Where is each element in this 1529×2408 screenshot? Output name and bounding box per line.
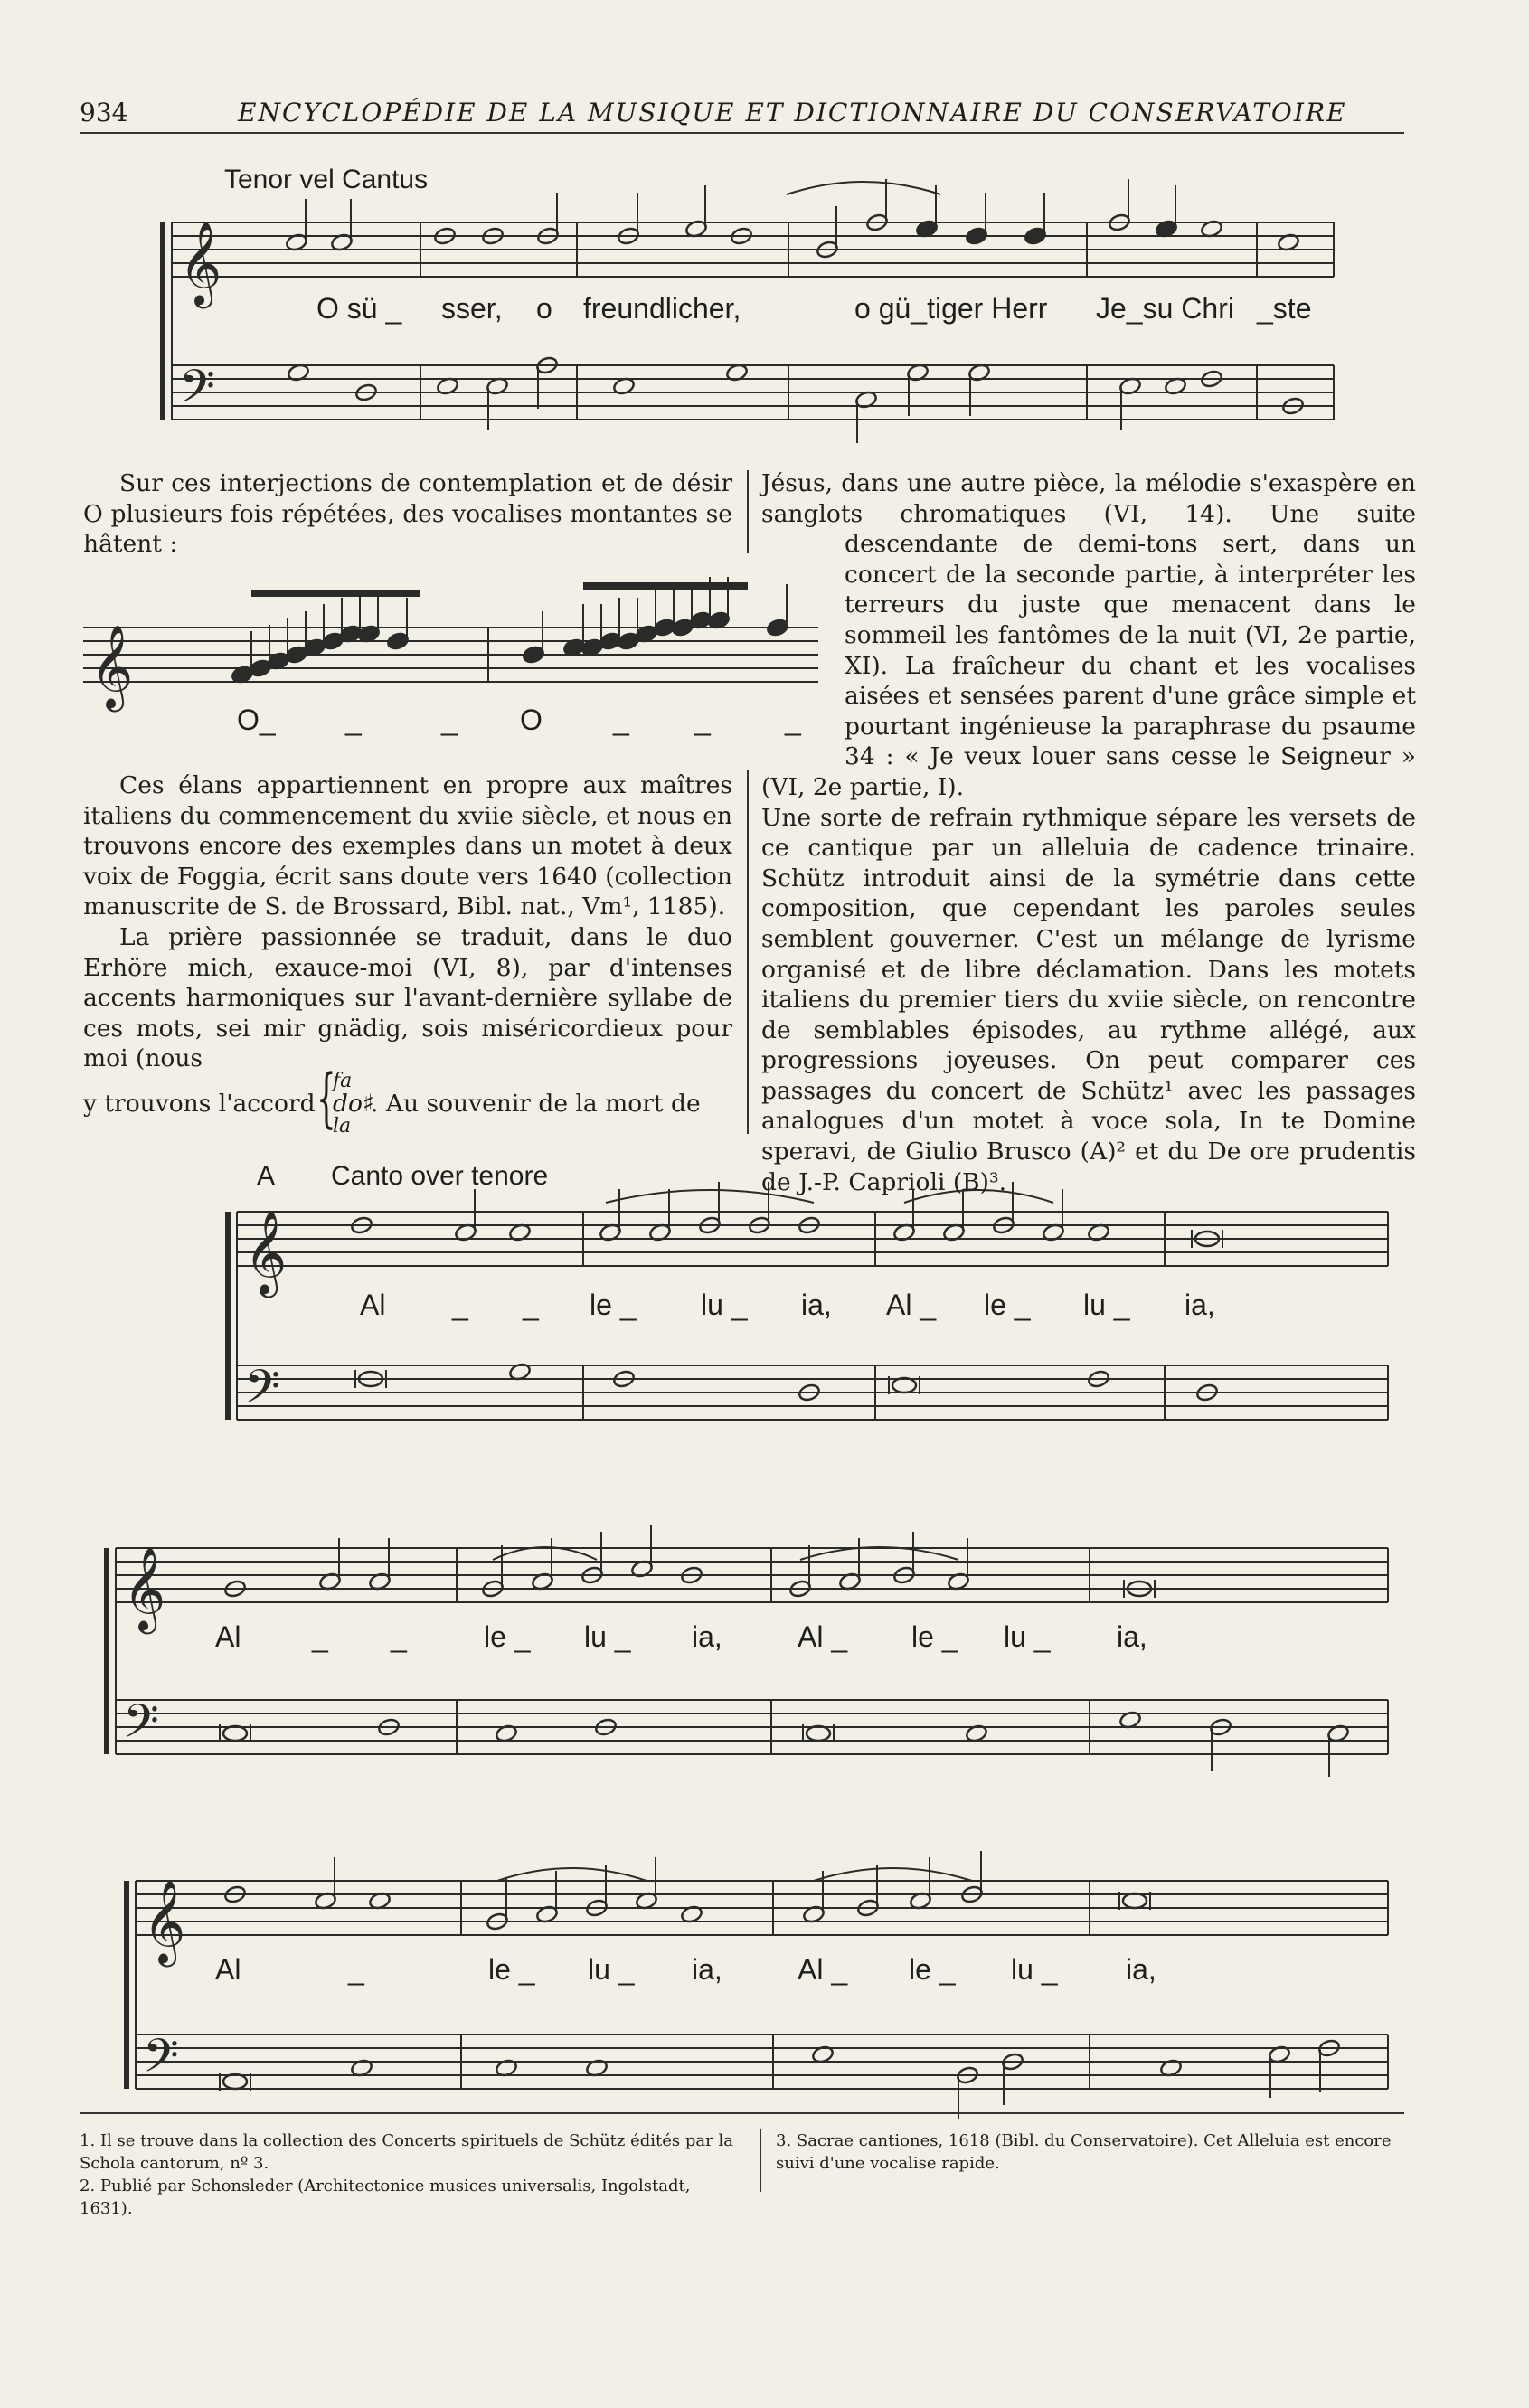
lyric: ia, bbox=[692, 1953, 722, 1986]
lyric: _ bbox=[312, 1620, 328, 1653]
lyric: lu _ bbox=[588, 1953, 635, 1986]
lyric: O bbox=[520, 704, 543, 736]
accord-tail: . Au souvenir de la mort de bbox=[371, 1089, 701, 1118]
bass-clef: 𝄢 bbox=[179, 359, 215, 425]
paragraph: Une sorte de refrain rythmique sépare les versets de ce cantique par un alleluia de cadence trinaire. Schütz introduit ainsi de la symétrie dans cette composition, que cependant les paroles seules semblent gouverner. C'est un mélange de lyrisme organisé et de libre déclamation. Dans les motets italiens du premier tiers du xviie siècle, on rencontre de semblables épisodes, au rythme allégé, aux progressions joyeuses. On peut comparer ces passages du concert de Schütz¹ avec les passages analogues d'un motet à voce sola, In te Domine speravi, de Giulio Brusco (A)² et du De ore prudentis de J.-P. Caprioli (B)³. bbox=[761, 803, 1416, 1196]
lyric: _ste bbox=[1257, 292, 1312, 325]
lyric: _ bbox=[348, 1953, 364, 1986]
column-divider bbox=[747, 770, 749, 1134]
lyric: le _ bbox=[488, 1953, 535, 1986]
lyric: _ bbox=[345, 704, 362, 736]
lyric: Al _ bbox=[886, 1289, 937, 1321]
accord-bottom: la bbox=[333, 1114, 352, 1138]
breve-note bbox=[223, 2074, 247, 2089]
lyric: lu _ bbox=[584, 1620, 631, 1653]
accord-mid: do♯ bbox=[333, 1089, 374, 1118]
beam bbox=[251, 590, 420, 597]
example3-title: Canto over tenore bbox=[331, 1161, 549, 1191]
lyric: ia, bbox=[801, 1289, 832, 1321]
example1-title: Tenor vel Cantus bbox=[224, 165, 429, 194]
lyric: freundlicher, bbox=[583, 292, 741, 325]
lyric: ia, bbox=[1117, 1620, 1147, 1653]
lyric: _ bbox=[452, 1289, 468, 1321]
lyric: _ bbox=[613, 704, 629, 736]
footnote-2: 2. Publié par Schonsleder (Architectonice musices universalis, Ingolstadt, 1631). bbox=[80, 2177, 691, 2218]
example3-letter: A bbox=[257, 1161, 276, 1191]
lyric: le _ bbox=[484, 1620, 531, 1653]
running-title: ENCYCLOPÉDIE DE LA MUSIQUE ET DICTIONNAIRE DU CONSERVATOIRE bbox=[238, 98, 1347, 127]
lyric: le _ bbox=[590, 1289, 637, 1321]
footnote-divider bbox=[760, 2129, 761, 2192]
lyric: ia, bbox=[1185, 1289, 1215, 1321]
lyric: _ bbox=[694, 704, 711, 736]
breve-note bbox=[223, 1726, 247, 1741]
slur bbox=[493, 1547, 597, 1560]
lyric: ia, bbox=[692, 1620, 722, 1653]
lyric: Je_su Chri bbox=[1096, 292, 1234, 325]
footnote-3: 3. Sacrae cantiones, 1618 (Bibl. du Conservatoire). Cet Alleluia est encore suivi d'une vocalise rapide. bbox=[776, 2131, 1392, 2173]
breve-note bbox=[807, 1726, 830, 1741]
lyric: Al bbox=[360, 1289, 386, 1321]
left-column-top bbox=[83, 468, 732, 560]
accord-lead: y trouvons l'accord bbox=[83, 1089, 316, 1118]
treble-clef: 𝄞 bbox=[179, 221, 222, 305]
lyric: Al _ bbox=[798, 1953, 848, 1986]
lyric: lu _ bbox=[1004, 1620, 1051, 1653]
lyric: Al bbox=[215, 1620, 241, 1653]
accord-line bbox=[83, 1061, 732, 1138]
lyric: le _ bbox=[911, 1620, 958, 1653]
lyric: lu _ bbox=[1011, 1953, 1058, 1986]
slur bbox=[497, 1868, 647, 1881]
paragraph: Jésus, dans une autre pièce, la mélodie s'exaspère en sanglots chromatiques (VI, 14). Une suite descendante de demi-tons sert, dans un concert de la seconde partie, à interpréter les terreurs du juste que menacent dans le sommeil les fantômes de la nuit (VI, 2e partie, XI). La fraîcheur du chant et les vocalises aisées et sensées parent d'une grâce simple et pourtant ingénieuse la paraphrase du psaume 34 : « Je veux louer sans cesse le Seigneur » (VI, 2e partie, I). bbox=[761, 469, 1416, 801]
accord-top: fa bbox=[333, 1069, 353, 1092]
slur bbox=[787, 182, 940, 194]
paragraph: La prière passionnée se traduit, dans le duo Erhöre mich, exauce-moi (VI, 8), par d'intenses accents harmoniques sur l'avant-dernière syllabe de ces mots, sei mir gnädig, sois miséricordieux pour moi (nous bbox=[83, 922, 732, 1073]
column-divider bbox=[747, 470, 749, 553]
lyric: le _ bbox=[984, 1289, 1031, 1321]
lyric: Al _ bbox=[798, 1620, 848, 1653]
breve-note bbox=[1123, 1893, 1147, 1908]
lyric: _ bbox=[391, 1620, 407, 1653]
lyric: O sü _ bbox=[316, 292, 402, 325]
paragraph: Sur ces interjections de contemplation et de désir O plusieurs fois répétées, des vocalises montantes se hâtent : bbox=[83, 469, 732, 559]
accord-brace: { bbox=[316, 1061, 336, 1138]
lyric: Al bbox=[215, 1953, 241, 1986]
lyric: _ bbox=[785, 704, 801, 736]
left-column-bottom bbox=[83, 770, 732, 1138]
treble-clef: 𝄞 bbox=[123, 1546, 166, 1630]
beam bbox=[583, 582, 748, 590]
bass-clef: 𝄢 bbox=[123, 1694, 159, 1760]
lyric: sser, bbox=[441, 292, 503, 325]
lyric: le _ bbox=[909, 1953, 956, 1986]
paragraph: Ces élans appartiennent en propre aux maîtres italiens du commencement du xviie siècle, et nous en trouvons encore des exemples dans un motet à deux voix de Foggia, écrit sans doute vers 1640 (collection manuscrite de S. de Brossard, Bibl. nat., Vm¹, 1185). bbox=[83, 771, 732, 921]
lyric: lu _ bbox=[701, 1289, 748, 1321]
breve-note bbox=[892, 1378, 916, 1393]
treble-clef: 𝄞 bbox=[143, 1879, 186, 1963]
slur bbox=[814, 1868, 972, 1881]
lyric: O_ bbox=[237, 704, 276, 736]
bass-clef: 𝄢 bbox=[143, 2028, 179, 2094]
treble-clef: 𝄞 bbox=[90, 624, 134, 708]
page-number: 934 bbox=[80, 98, 128, 127]
lyric: ia, bbox=[1126, 1953, 1156, 1986]
lyric: o gü_tiger Herr bbox=[854, 292, 1048, 325]
lyric: o bbox=[536, 292, 552, 325]
footnote-1: 1. Il se trouve dans la collection des Concerts spirituels de Schütz édités par la Schola cantorum, nº 3. bbox=[80, 2131, 733, 2173]
lyric: _ bbox=[523, 1289, 539, 1321]
slur bbox=[800, 1547, 958, 1560]
lyric: lu _ bbox=[1083, 1289, 1130, 1321]
footnote-rule bbox=[80, 2112, 1404, 2114]
treble-clef: 𝄞 bbox=[244, 1210, 288, 1294]
bass-clef: 𝄢 bbox=[244, 1359, 280, 1425]
lyric: _ bbox=[441, 704, 458, 736]
right-column bbox=[761, 468, 1416, 1197]
